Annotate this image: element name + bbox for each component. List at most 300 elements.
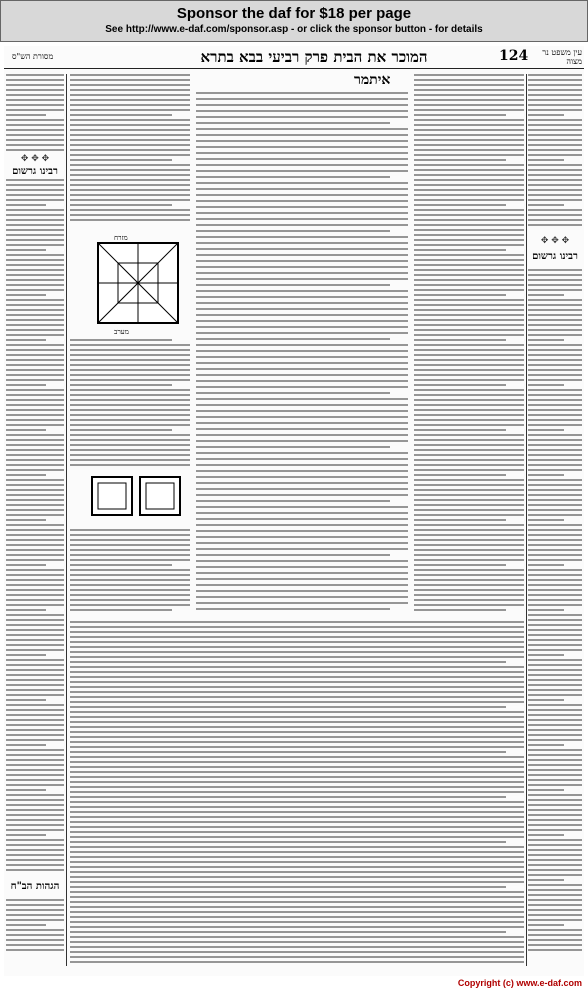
text-line	[528, 429, 564, 431]
text-line	[70, 599, 190, 601]
text-line	[414, 234, 524, 236]
text-line	[528, 569, 582, 571]
text-line	[414, 204, 506, 206]
text-line	[6, 524, 64, 526]
text-line	[6, 89, 64, 91]
text-line	[6, 589, 64, 591]
text-line	[196, 572, 408, 574]
text-line	[528, 349, 582, 351]
text-line	[6, 179, 64, 181]
text-line	[414, 329, 524, 331]
text-line	[6, 559, 64, 561]
text-line	[70, 199, 190, 201]
text-line	[6, 804, 64, 806]
sponsor-link[interactable]: See http://www.e-daf.com/sponsor.asp - or click the sponsor button - for details	[105, 24, 483, 35]
text-line	[528, 224, 582, 226]
text-line	[196, 212, 408, 214]
text-line	[70, 384, 172, 386]
text-line	[70, 781, 524, 783]
text-line	[6, 579, 64, 581]
text-line	[528, 619, 582, 621]
text-line	[6, 734, 64, 736]
text-line	[528, 844, 582, 846]
text-line	[528, 589, 582, 591]
text-line	[414, 324, 524, 326]
text-line	[70, 354, 190, 356]
text-line	[70, 801, 524, 803]
text-line	[6, 609, 46, 611]
text-line	[528, 674, 582, 676]
text-line	[6, 924, 46, 926]
text-line	[6, 379, 64, 381]
text-line	[6, 799, 64, 801]
text-line	[528, 379, 582, 381]
text-line	[6, 484, 64, 486]
text-line	[70, 716, 524, 718]
text-line	[70, 444, 190, 446]
text-line	[70, 399, 190, 401]
text-line	[414, 264, 524, 266]
text-line	[70, 369, 190, 371]
text-line	[70, 666, 524, 668]
text-line	[6, 869, 64, 871]
text-line	[414, 484, 524, 486]
text-line	[414, 589, 524, 591]
diagram-label-bottom: מערב	[114, 328, 129, 336]
text-line	[6, 109, 64, 111]
text-line	[528, 549, 582, 551]
text-line	[70, 646, 524, 648]
column-separator	[66, 74, 67, 966]
text-line	[528, 424, 582, 426]
text-line	[6, 704, 64, 706]
text-line	[528, 719, 582, 721]
text-line	[70, 731, 524, 733]
text-line	[6, 489, 64, 491]
text-line	[70, 134, 190, 136]
text-line	[70, 119, 190, 121]
text-line	[528, 899, 582, 901]
text-line	[6, 464, 64, 466]
text-line	[6, 79, 64, 81]
text-line	[6, 739, 64, 741]
text-line	[196, 554, 390, 556]
text-line	[70, 219, 190, 221]
text-line	[196, 302, 408, 304]
text-line	[528, 334, 582, 336]
text-line	[70, 129, 190, 131]
text-line	[196, 332, 408, 334]
text-line	[6, 424, 64, 426]
text-line	[414, 119, 524, 121]
text-line	[196, 470, 408, 472]
copyright-text[interactable]: Copyright (c) www.e-daf.com	[457, 978, 582, 988]
text-line	[70, 429, 172, 431]
text-line	[6, 854, 64, 856]
text-line	[528, 779, 582, 781]
text-line	[196, 194, 408, 196]
text-line	[70, 534, 190, 536]
page-number: 124	[499, 48, 529, 64]
text-line	[414, 209, 524, 211]
text-line	[6, 944, 64, 946]
text-line	[528, 819, 582, 821]
text-line	[528, 874, 582, 876]
text-line	[414, 114, 506, 116]
text-line	[6, 669, 64, 671]
text-line	[6, 384, 46, 386]
text-line	[196, 308, 408, 310]
text-line	[528, 329, 582, 331]
text-line	[6, 399, 64, 401]
text-line	[196, 224, 408, 226]
text-line	[196, 380, 408, 382]
text-line	[528, 744, 564, 746]
text-line	[6, 794, 64, 796]
bottom-commentary	[70, 621, 524, 966]
text-line	[70, 861, 524, 863]
text-line	[414, 279, 524, 281]
text-line	[70, 189, 190, 191]
text-line	[196, 578, 408, 580]
text-line	[528, 339, 564, 341]
text-line	[70, 691, 524, 693]
text-line	[528, 439, 582, 441]
text-line	[6, 569, 64, 571]
text-line	[6, 334, 64, 336]
text-line	[6, 554, 64, 556]
text-line	[6, 684, 64, 686]
text-line	[6, 819, 64, 821]
text-line	[414, 544, 524, 546]
diagram-label-top: מזרח	[114, 234, 128, 242]
text-line	[6, 909, 64, 911]
text-line	[528, 879, 564, 881]
text-line	[6, 689, 64, 691]
text-line	[528, 794, 582, 796]
text-line	[70, 564, 172, 566]
text-line	[196, 266, 408, 268]
text-line	[70, 811, 524, 813]
text-line	[528, 89, 582, 91]
text-line	[6, 614, 64, 616]
text-line	[6, 934, 64, 936]
text-line	[6, 254, 64, 256]
text-line	[196, 464, 408, 466]
text-line	[414, 244, 524, 246]
text-line	[196, 608, 390, 610]
text-line	[70, 439, 190, 441]
text-line	[196, 428, 408, 430]
text-line	[528, 164, 582, 166]
text-line	[70, 464, 190, 466]
text-line	[70, 886, 506, 888]
text-line	[70, 449, 190, 451]
text-line	[70, 529, 190, 531]
text-line	[414, 94, 524, 96]
text-line	[528, 319, 582, 321]
text-line	[6, 269, 64, 271]
text-line	[6, 104, 64, 106]
text-line	[414, 524, 524, 526]
text-line	[196, 392, 390, 394]
text-line	[6, 294, 46, 296]
text-line	[196, 206, 408, 208]
talmud-page	[4, 46, 584, 976]
text-line	[6, 434, 64, 436]
text-line	[70, 776, 524, 778]
text-line	[528, 454, 582, 456]
text-line	[6, 644, 64, 646]
text-line	[70, 926, 524, 928]
text-line	[70, 344, 190, 346]
text-line	[6, 539, 64, 541]
text-line	[70, 194, 190, 196]
text-line	[196, 446, 390, 448]
text-line	[414, 174, 524, 176]
text-line	[70, 726, 524, 728]
text-line	[6, 134, 64, 136]
text-line	[6, 864, 64, 866]
text-line	[70, 554, 190, 556]
text-line	[414, 139, 524, 141]
text-line	[196, 560, 408, 562]
text-line	[528, 119, 582, 121]
text-line	[196, 416, 408, 418]
text-line	[414, 364, 524, 366]
text-line	[528, 724, 582, 726]
text-line	[70, 786, 524, 788]
text-line	[414, 314, 524, 316]
text-line	[70, 656, 524, 658]
text-line	[6, 299, 64, 301]
text-line	[196, 344, 408, 346]
text-line	[528, 714, 582, 716]
text-line	[414, 319, 524, 321]
text-line	[70, 389, 190, 391]
page-title: המוכר את הבית פרק רביעי בבא בתרא	[200, 48, 428, 66]
text-line	[414, 274, 524, 276]
text-line	[196, 152, 408, 154]
text-line	[528, 464, 582, 466]
text-line	[6, 329, 64, 331]
text-line	[528, 324, 582, 326]
text-line	[196, 122, 390, 124]
text-line	[414, 154, 524, 156]
text-line	[528, 799, 582, 801]
text-line	[70, 204, 172, 206]
text-line	[6, 779, 64, 781]
text-line	[196, 350, 408, 352]
text-line	[70, 936, 524, 938]
text-line	[6, 84, 64, 86]
text-line	[6, 429, 46, 431]
text-line	[6, 629, 64, 631]
text-line	[196, 146, 408, 148]
text-line	[528, 479, 582, 481]
text-line	[6, 679, 64, 681]
text-line	[414, 594, 524, 596]
text-line	[528, 284, 582, 286]
text-line	[6, 324, 64, 326]
text-line	[6, 369, 64, 371]
text-line	[6, 239, 64, 241]
text-line	[70, 941, 524, 943]
text-line	[6, 364, 64, 366]
text-line	[70, 871, 524, 873]
text-line	[6, 824, 64, 826]
text-line	[70, 364, 190, 366]
text-line	[528, 94, 582, 96]
text-line	[6, 479, 64, 481]
text-line	[528, 469, 582, 471]
text-line	[6, 789, 46, 791]
text-line	[6, 469, 64, 471]
text-line	[528, 149, 582, 151]
text-line	[6, 114, 46, 116]
text-line	[414, 474, 506, 476]
text-line	[6, 214, 64, 216]
text-line	[6, 139, 64, 141]
text-line	[414, 529, 524, 531]
text-line	[414, 359, 524, 361]
text-line	[70, 179, 190, 181]
text-line	[6, 769, 64, 771]
text-line	[6, 74, 64, 76]
text-line	[70, 831, 524, 833]
text-line	[528, 944, 582, 946]
text-line	[196, 272, 408, 274]
text-line	[196, 230, 390, 232]
text-line	[70, 149, 190, 151]
text-line	[414, 179, 524, 181]
text-line	[528, 409, 582, 411]
text-line	[414, 239, 524, 241]
text-line	[528, 869, 582, 871]
text-line	[414, 509, 524, 511]
text-line	[528, 214, 582, 216]
text-line	[414, 574, 524, 576]
text-line	[414, 599, 524, 601]
text-line	[70, 549, 190, 551]
text-line	[414, 384, 506, 386]
text-line	[414, 394, 524, 396]
text-line	[414, 579, 524, 581]
text-line	[6, 119, 64, 121]
text-line	[6, 504, 64, 506]
text-line	[70, 736, 524, 738]
text-line	[528, 109, 582, 111]
text-line	[70, 139, 190, 141]
text-line	[528, 344, 582, 346]
text-line	[414, 339, 506, 341]
text-line	[196, 320, 408, 322]
text-line	[528, 694, 582, 696]
text-line	[196, 236, 408, 238]
text-line	[414, 159, 506, 161]
text-line	[528, 444, 582, 446]
text-line	[70, 896, 524, 898]
text-line	[6, 129, 64, 131]
text-line	[70, 544, 190, 546]
text-line	[414, 304, 524, 306]
text-line	[528, 784, 582, 786]
text-line	[528, 804, 582, 806]
text-line	[196, 596, 408, 598]
field-diagram	[92, 231, 184, 331]
text-line	[528, 179, 582, 181]
text-line	[528, 509, 582, 511]
text-line	[528, 369, 582, 371]
text-line	[70, 641, 524, 643]
text-line	[70, 836, 524, 838]
text-line	[528, 449, 582, 451]
text-line	[70, 921, 524, 923]
text-line	[196, 524, 408, 526]
text-line	[196, 284, 390, 286]
text-line	[414, 449, 524, 451]
text-line	[528, 554, 582, 556]
sponsor-title: Sponsor the daf for $18 per page	[176, 5, 412, 22]
text-line	[528, 84, 582, 86]
text-line	[70, 916, 524, 918]
text-line	[528, 294, 564, 296]
text-line	[196, 260, 408, 262]
text-line	[70, 891, 524, 893]
text-line	[70, 856, 524, 858]
text-line	[414, 374, 524, 376]
text-line	[414, 269, 524, 271]
text-line	[6, 229, 64, 231]
text-line	[414, 434, 524, 436]
text-line	[528, 769, 582, 771]
text-line	[528, 519, 564, 521]
text-line	[70, 379, 190, 381]
text-line	[6, 99, 64, 101]
text-line	[196, 602, 408, 604]
text-line	[528, 579, 582, 581]
text-line	[528, 609, 564, 611]
text-line	[70, 686, 524, 688]
text-line	[6, 759, 64, 761]
text-line	[528, 659, 582, 661]
text-line	[70, 631, 524, 633]
text-line	[414, 469, 524, 471]
text-line	[70, 359, 190, 361]
text-line	[196, 104, 408, 106]
text-line	[528, 309, 582, 311]
text-line	[196, 182, 408, 184]
text-line	[528, 834, 564, 836]
text-line	[528, 644, 582, 646]
column-separator	[526, 74, 527, 966]
text-line	[528, 189, 582, 191]
text-line	[196, 512, 408, 514]
sponsor-banner[interactable]	[0, 0, 588, 42]
text-line	[196, 386, 408, 388]
text-line	[414, 84, 524, 86]
text-line	[70, 651, 524, 653]
text-line	[528, 304, 582, 306]
text-line	[196, 536, 408, 538]
text-line	[528, 889, 582, 891]
text-line	[70, 109, 190, 111]
text-line	[196, 158, 408, 160]
text-line	[528, 204, 564, 206]
text-line	[6, 624, 64, 626]
text-line	[70, 771, 524, 773]
text-line	[528, 134, 582, 136]
